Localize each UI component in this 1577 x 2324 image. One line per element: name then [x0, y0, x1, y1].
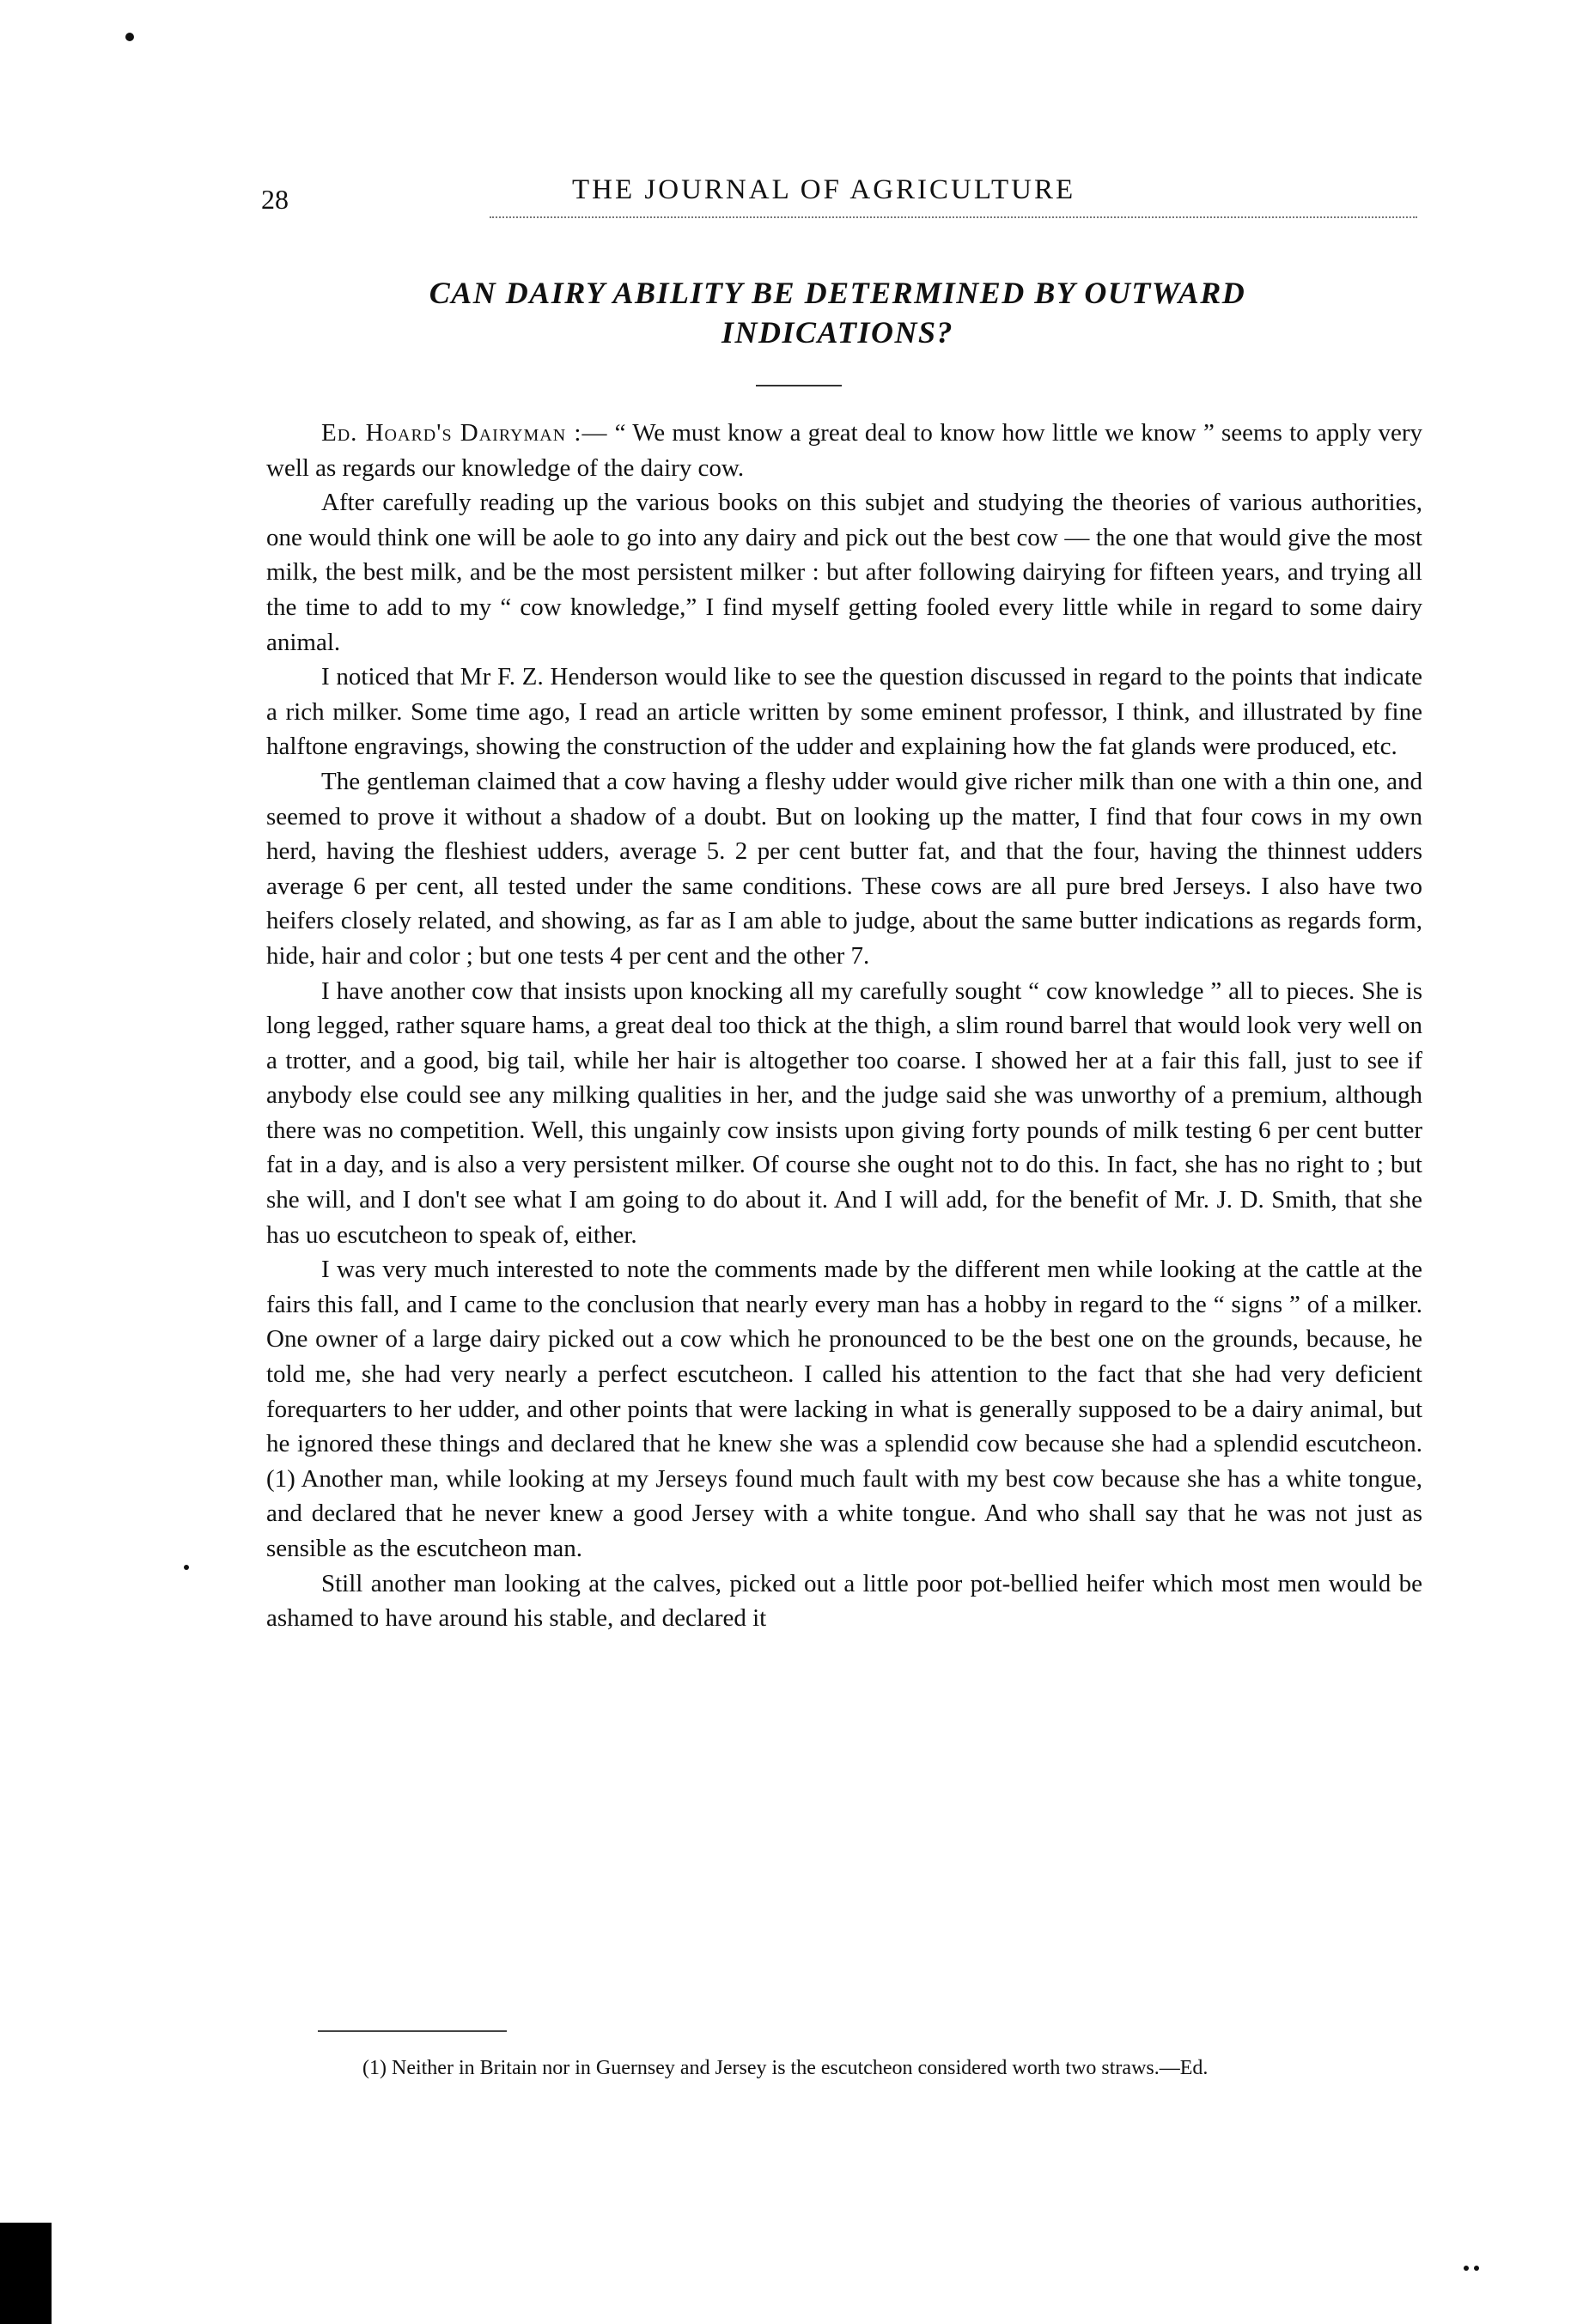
speck-mark	[184, 1565, 189, 1570]
paragraph: I was very much interested to note the comments made by the different men while looking at the cattle at the fairs this fall, and I came to the conclusion that nearly every man has a hobby in regard to the “ signs ” of a milker. One owner of a large dairy picked out a cow which he pronounced to be the best one on the grounds, because, he told me, she had very nearly a perfect escutcheon. I called his attention to the fact that she had very deficient forequarters to her udder, and other points that were lacking in what is generally supposed to be a dairy animal, but he ignored these things and declared that he knew she was a splendid cow because she had a splendid escutcheon. (1) Another man, while looking at my Jerseys found much fault with my best cow because she has a white tongue, and declared that he never knew a good Jersey with a white tongue. And who shall say that he was not just as sensible as the escutcheon man.	[266, 1256, 1422, 1562]
paragraph: Still another man looking at the calves, picked out a little poor pot-bellied heifer which most men would be ashamed to have around his stable, and declared it	[266, 1569, 1422, 1633]
title-divider	[756, 385, 842, 386]
paragraph-text: “ We must know a great deal to know how little we know ” seems to apply very well as regards our knowledge of the dairy cow.	[266, 419, 1423, 482]
speck-mark	[125, 33, 134, 41]
salutation: Ed. Hoard's Dairyman :—	[321, 419, 608, 447]
paragraph: I have another cow that insists upon knocking all my carefully sought “ cow knowledge ” all to pieces. She is long legged, rather square hams, a great deal too thick at the thigh, a slim round barrel that would look very well on a trotter, and a good, big tail, while her hair is altogether too coarse. I showed her at a fair this fall, just to see if anybody else could see any milking qualities in her, and the judge said she was unworthy of a premium, although there was no competition. Well, this ungainly cow insists upon giving forty pounds of milk testing 6 per cent butter fat in a day, and is also a very persistent milker. Of course she ought not to do this. In fact, she has no right to ; but she will, and I don't see what I am going to do about it. And I will add, for the benefit of Mr. J. D. Smith, that she has uo escutcheon to speak of, either.	[266, 976, 1422, 1249]
speck-mark	[1474, 2266, 1479, 2271]
running-title: THE JOURNAL OF AGRICULTURE	[572, 174, 1076, 205]
paragraph: The gentleman claimed that a cow having a fleshy udder would give richer milk than one with a thin one, and seemed to prove it without a shadow of a doubt. But on looking up the matter, I find that four cows in my own herd, having the fleshiest udders, average 5. 2 per cent butter fat, and that the four, having the thinnest udders average 6 per cent, all tested under the same conditions. These cows are all pure bred Jerseys. I also have two heifers closely related, and showing, as far as I am able to judge, about the same butter indications as regards form, hide, hair and color ; but one tests 4 per cent and the other 7.	[266, 767, 1422, 970]
article-body	[266, 416, 1422, 1636]
paragraph: I noticed that Mr F. Z. Henderson would like to see the question discussed in regard to the points that indicate a rich milker. Some time ago, I read an article written by some eminent professor, I think, and illustrated by fine halftone engravings, showing the construction of the udder and explaining how the fat glands were produced, etc.	[266, 663, 1422, 761]
scan-edge-bar	[0, 2223, 52, 2324]
footnote: (1) Neither in Britain nor in Guernsey and Jersey is the escutcheon considered worth two straws.—Ed.	[362, 2057, 1209, 2079]
speck-mark	[1464, 2266, 1469, 2271]
page-number: 28	[261, 184, 289, 215]
footnote-rule	[318, 2030, 507, 2032]
paragraph: After carefully reading up the various books on this subjet and studying the theories of various authorities, one would think one will be aole to go into any dairy and pick out the best cow — the one that would give the most milk, the best milk, and be the most persistent milker : but after following dairying for fifteen years, and trying all the time to add to my “ cow knowledge,” I find myself getting fooled every little while in regard to some dairy animal.	[266, 489, 1422, 656]
header-rule	[490, 216, 1417, 218]
article-title: CAN DAIRY ABILITY BE DETERMINED BY OUTWARD INDICATIONS?	[429, 276, 1246, 350]
paragraph	[266, 416, 1422, 485]
